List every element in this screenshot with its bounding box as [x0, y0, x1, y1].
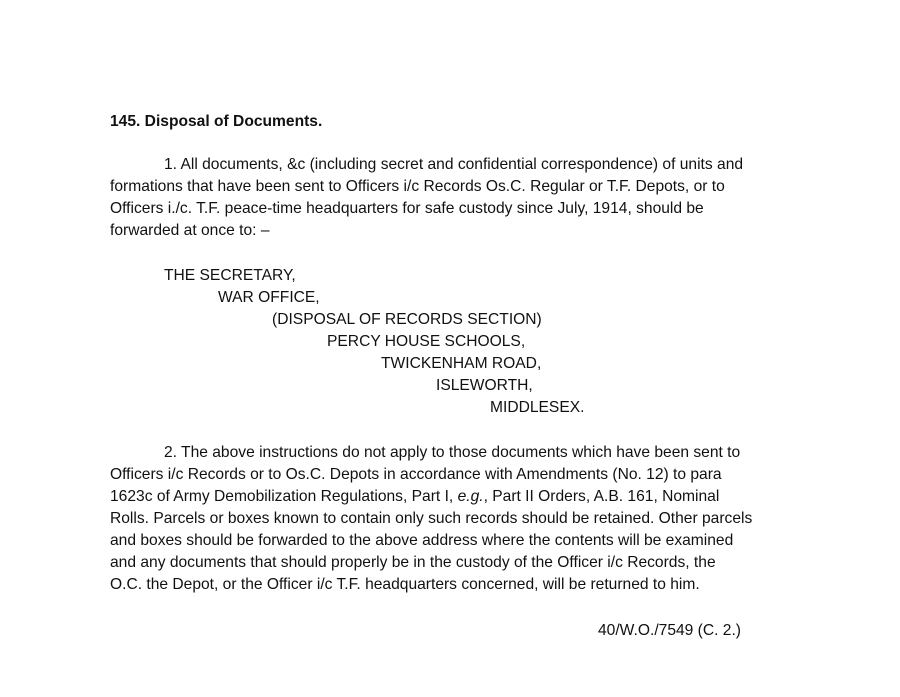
address-line-war-office: WAR OFFICE,: [218, 289, 320, 306]
paragraph-2: [110, 442, 800, 596]
address-line-building: PERCY HOUSE SCHOOLS,: [327, 333, 526, 350]
address-line-secretary: THE SECRETARY,: [164, 267, 296, 284]
paragraph-2-line: Rolls. Parcels or boxes known to contain only such records should be retained. Other parcels: [110, 510, 753, 527]
paragraph-2-line: O.C. the Depot, or the Officer i/c T.F. headquarters concerned, will be returned to him.: [110, 576, 700, 593]
paragraph-1-line: 1. All documents, &c (including secret and confidential correspondence) of units and: [164, 156, 744, 173]
paragraph-2-line: 2. The above instructions do not apply to those documents which have been sent to: [164, 444, 741, 461]
paragraph-2-text: 1623c of Army Demobilization Regulations, Part I,: [110, 488, 458, 505]
paragraph-1: [110, 154, 800, 242]
address-block: [110, 265, 810, 419]
paragraph-1-line: Officers i./c. T.F. peace-time headquarters for safe custody since July, 1914, should be: [110, 200, 704, 217]
address-line-section: (DISPOSAL OF RECORDS SECTION): [272, 311, 542, 328]
reference-code: 40/W.O./7549 (C. 2.): [598, 622, 742, 639]
section-heading: 145. Disposal of Documents.: [110, 113, 323, 130]
address-line-town: ISLEWORTH,: [436, 377, 533, 394]
paragraph-2-line: and any documents that should properly be in the custody of the Officer i/c Records, the: [110, 554, 716, 571]
paragraph-2-line: Officers i/c Records or to Os.C. Depots in accordance with Amendments (No. 12) to para: [110, 466, 722, 483]
paragraph-1-line: forwarded at once to: –: [110, 222, 270, 239]
address-line-road: TWICKENHAM ROAD,: [381, 355, 542, 372]
address-line-county: MIDDLESEX.: [490, 399, 585, 416]
paragraph-2-text: , Part II Orders, A.B. 161, Nominal: [483, 488, 720, 505]
paragraph-1-line: formations that have been sent to Officers i/c Records Os.C. Regular or T.F. Depots, or to: [110, 178, 725, 195]
paragraph-2-line: and boxes should be forwarded to the above address where the contents will be examined: [110, 532, 734, 549]
paragraph-2-italic-text: e.g.: [457, 488, 484, 505]
paragraph-2-line: [110, 486, 800, 508]
